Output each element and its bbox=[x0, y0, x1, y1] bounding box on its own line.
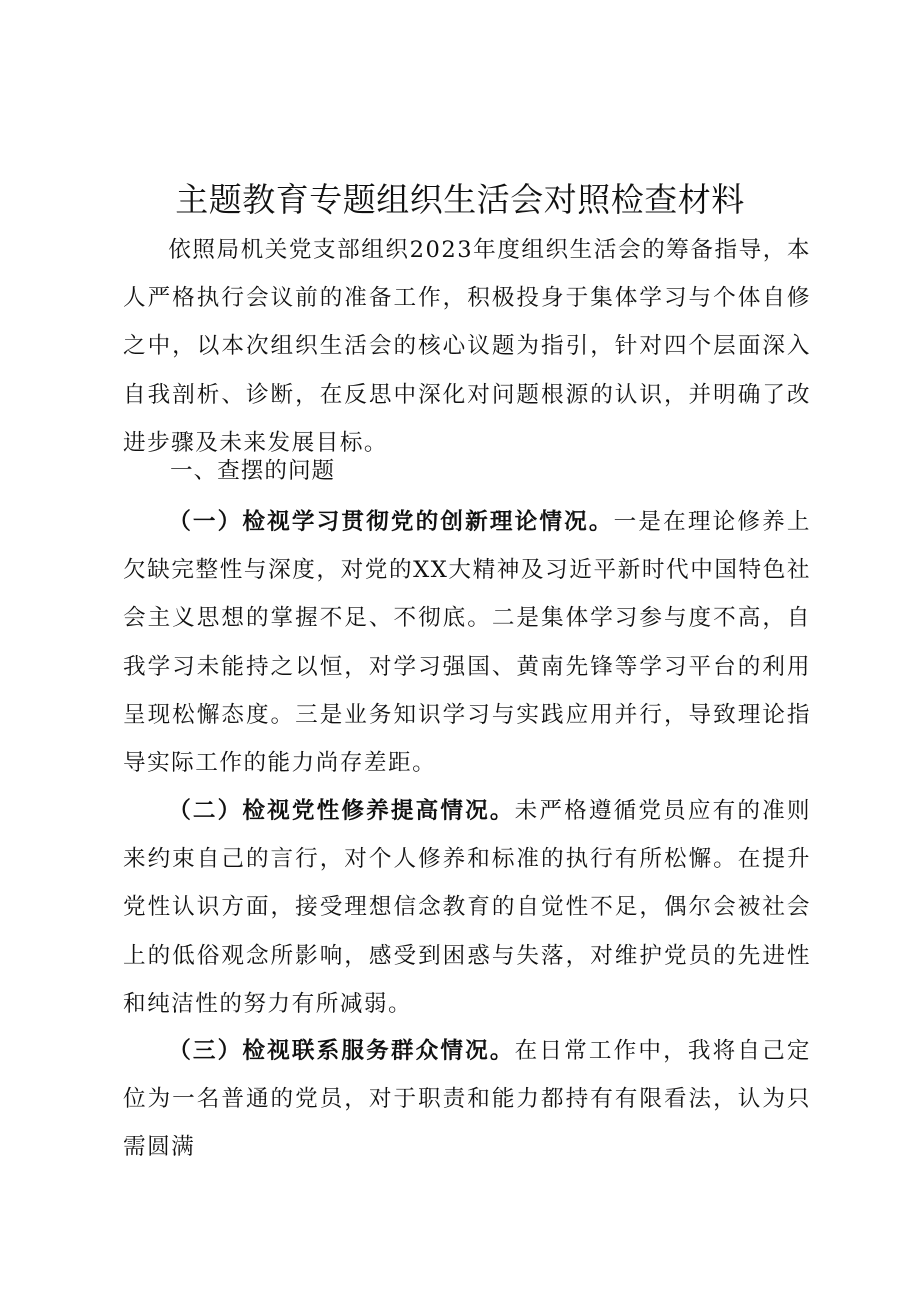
item-paragraph-3 bbox=[123, 1027, 811, 1172]
section-heading: 一、查摆的问题 bbox=[170, 458, 336, 484]
item-lead-1: （一）检视学习贯彻党的创新理论情况。 bbox=[168, 509, 614, 535]
item-paragraph-2 bbox=[123, 787, 811, 1028]
item-text-3: 在日常工作中，我将自己定位为一名普通的党员，对于职责和能力都持有有限看法，认为只需圆满 bbox=[123, 1038, 812, 1161]
item-lead-3: （三）检视联系服务群众情况。 bbox=[168, 1038, 515, 1064]
document-title: 主题教育专题组织生活会对照检查材料 bbox=[175, 180, 745, 219]
item-paragraph-1 bbox=[123, 498, 811, 787]
item-text-1: 一是在理论修养上欠缺完整性与深度，对党的XX大精神及习近平新时代中国特色社会主义思想的掌握不足、不彻底。二是集体学习参与度不高，自我学习未能持之以恒，对学习强国、黄南先锋等学习平台的利用呈现松懈态度。三是业务知识学习与实践应用并行，导致理论指导实际工作的能力尚存差距。 bbox=[123, 509, 812, 777]
item-lead-2: （二）检视党性修养提高情况。 bbox=[168, 798, 515, 824]
item-text-2: 未严格遵循党员应有的准则来约束自己的言行，对个人修养和标准的执行有所松懈。在提升党性认识方面，接受理想信念教育的自觉性不足，偶尔会被社会上的低俗观念所影响，感受到困惑与失落，对维护党员的先进性和纯洁性的努力有所减弱。 bbox=[123, 798, 812, 1017]
intro-paragraph: 依照局机关党支部组织2023年度组织生活会的筹备指导，本人严格执行会议前的准备工作，积极投身于集体学习与个体自修之中，以本次组织生活会的核心议题为指引，针对四个层面深入自我剖析、诊断，在反思中深化对问题根源的认识，并明确了改进步骤及未来发展目标。 bbox=[123, 237, 811, 456]
